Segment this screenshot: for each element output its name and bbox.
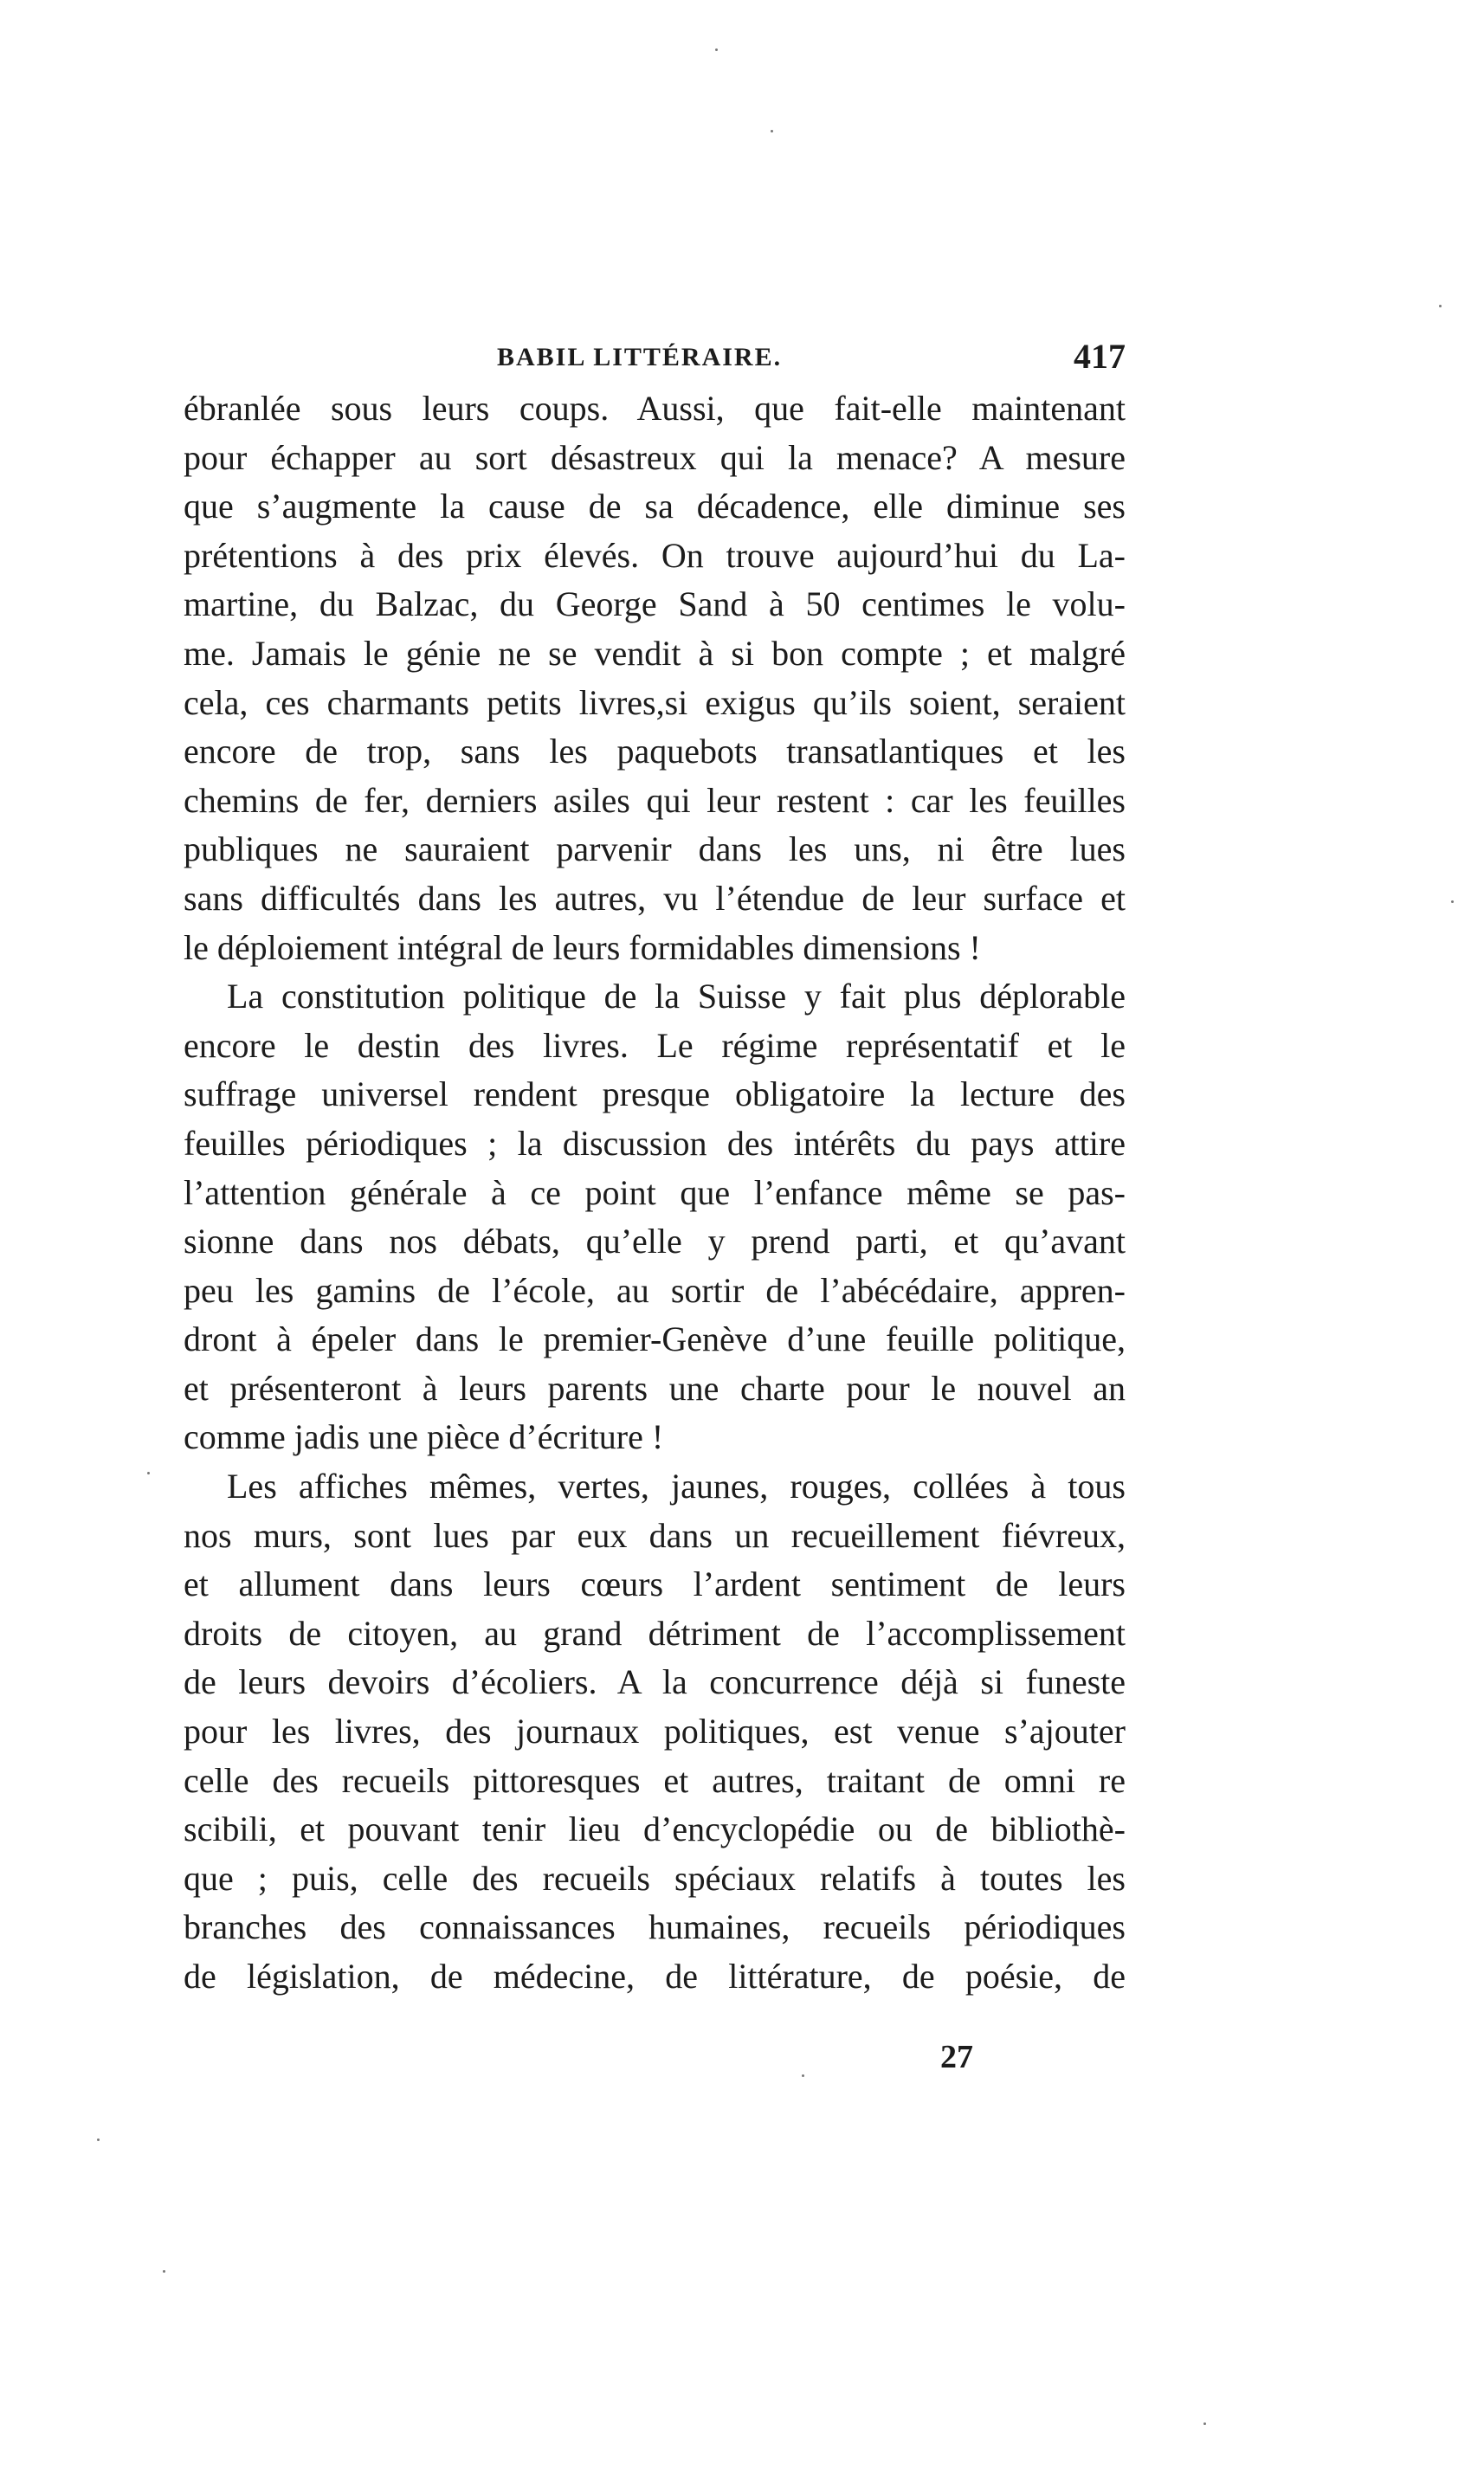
text-line: chemins de fer, derniers asiles qui leur restent : car les feuilles: [184, 780, 1126, 820]
body-text: [184, 384, 1126, 2002]
page-number: 417: [1074, 337, 1126, 376]
running-title: BABIL LITTÉRAIRE.: [497, 343, 783, 371]
text-line: feuilles périodiques ; la discussion des intérêts du pays attire: [184, 1123, 1126, 1163]
paragraph-2: [184, 972, 1126, 1462]
text-line: cela, ces charmants petits livres,si exigus qu’ils soient, seraient: [184, 682, 1126, 722]
running-head: [184, 331, 1126, 383]
text-line: droits de citoyen, au grand détriment de l’accomplissement: [184, 1613, 1126, 1653]
signature-mark: 27: [940, 2039, 973, 2075]
text-line: Les affiches mêmes, vertes, jaunes, rouges, collées à tous: [227, 1467, 1126, 1506]
scan-speck: [1203, 2422, 1206, 2425]
text-line: et allument dans leurs cœurs l’ardent sentiment de leurs: [184, 1564, 1126, 1604]
text-line: celle des recueils pittoresques et autres, traitant de omni re: [184, 1760, 1126, 1800]
text-line: pour échapper au sort désastreux qui la menace? A mesure: [184, 437, 1126, 477]
text-line: de leurs devoirs d’écoliers. A la concurrence déjà si funeste: [184, 1662, 1126, 1702]
text-line: suffrage universel rendent presque obligatoire la lecture des: [184, 1074, 1126, 1114]
text-line: le déploiement intégral de leurs formidables dimensions !: [184, 927, 981, 967]
text-line: encore de trop, sans les paquebots transatlantiques et les: [184, 732, 1126, 771]
scan-speck: [1451, 900, 1454, 903]
scan-speck: [802, 2074, 804, 2077]
scan-speck: [147, 1472, 150, 1474]
text-line: et présenteront à leurs parents une charte pour le nouvel an: [184, 1368, 1126, 1408]
scan-speck: [163, 2270, 165, 2273]
text-line: pour les livres, des journaux politiques, est venue s’ajouter: [184, 1712, 1126, 1751]
text-line: branches des connaissances humaines, recueils périodiques: [184, 1907, 1126, 1947]
text-line: nos murs, sont lues par eux dans un recueillement fiévreux,: [184, 1515, 1126, 1555]
paragraph-3: [184, 1462, 1126, 2002]
scan-speck: [1439, 305, 1442, 307]
text-line: que s’augmente la cause de sa décadence, elle diminue ses: [184, 487, 1126, 526]
text-line: de législation, de médecine, de littérature, de poésie, de: [184, 1957, 1126, 1996]
text-line: La constitution politique de la Suisse y fait plus déplorable: [227, 977, 1126, 1016]
text-line: encore le destin des livres. Le régime représentatif et le: [184, 1025, 1126, 1065]
text-line: sionne dans nos débats, qu’elle y prend parti, et qu’avant: [184, 1222, 1126, 1261]
text-line: comme jadis une pièce d’écriture !: [184, 1417, 664, 1457]
text-line: ébranlée sous leurs coups. Aussi, que fait-elle maintenant: [184, 389, 1126, 428]
text-line: martine, du Balzac, du George Sand à 50 centimes le volu-: [184, 584, 1126, 624]
text-line: sans difficultés dans les autres, vu l’étendue de leur surface et: [184, 878, 1126, 918]
scan-speck: [771, 130, 773, 132]
scan-speck: [97, 2138, 100, 2141]
text-line: prétentions à des prix élevés. On trouve aujourd’hui du La-: [184, 535, 1126, 575]
text-line: dront à épeler dans le premier-Genève d’une feuille politique,: [184, 1319, 1126, 1359]
paragraph-1: [184, 384, 1126, 972]
text-line: l’attention générale à ce point que l’enfance même se pas-: [184, 1172, 1126, 1212]
text-line: me. Jamais le génie ne se vendit à si bon compte ; et malgré: [184, 633, 1126, 673]
text-line: scibili, et pouvant tenir lieu d’encyclopédie ou de bibliothè-: [184, 1809, 1126, 1849]
text-line: publiques ne sauraient parvenir dans les uns, ni être lues: [184, 829, 1126, 869]
text-line: peu les gamins de l’école, au sortir de l’abécédaire, appren-: [184, 1270, 1126, 1310]
scan-speck: [715, 48, 718, 51]
text-line: que ; puis, celle des recueils spéciaux relatifs à toutes les: [184, 1858, 1126, 1898]
